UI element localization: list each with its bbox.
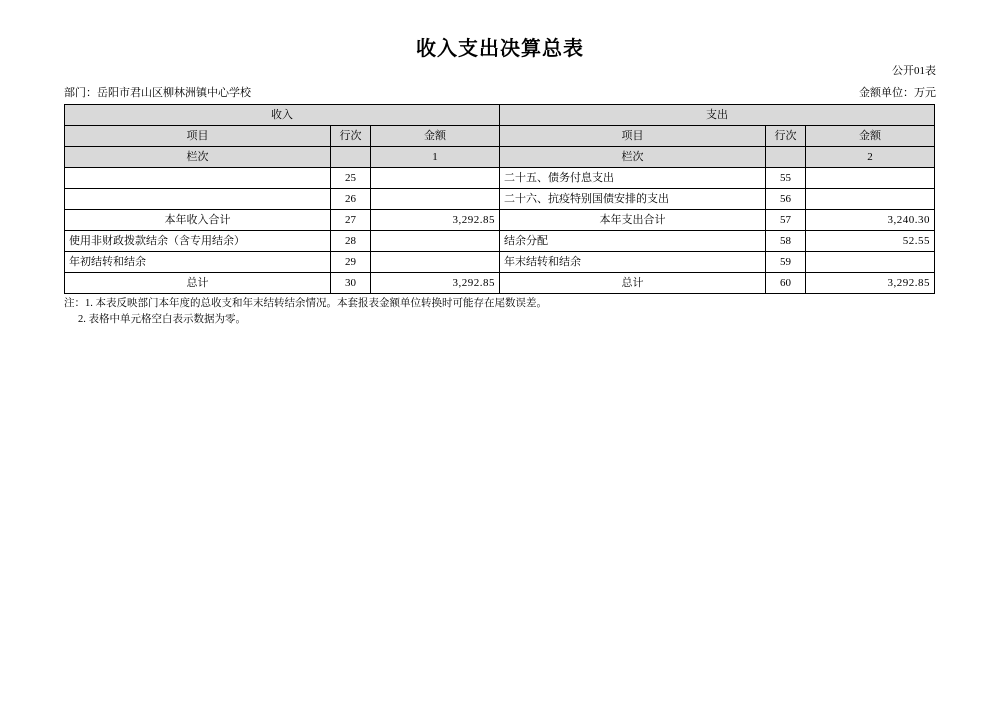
- note-line-1: 注：1. 本表反映部门本年度的总收支和年末结转结余情况。本套报表金额单位转换时可能存在尾数误差。: [64, 298, 547, 309]
- expenditure-line: 60: [766, 273, 806, 294]
- meta-row: [64, 84, 936, 100]
- income-item-header: 项目: [65, 126, 331, 147]
- income-amount: [371, 231, 500, 252]
- amount-unit-label: 金额单位：万元: [859, 87, 936, 99]
- expenditure-item: 结余分配: [500, 231, 766, 252]
- income-item: 年初结转和结余: [65, 252, 331, 273]
- expenditure-amount: 52.55: [806, 231, 935, 252]
- department-label: 部门：岳阳市君山区柳林洲镇中心学校: [64, 87, 251, 99]
- income-column-index: 1: [371, 147, 500, 168]
- income-amount: [371, 189, 500, 210]
- income-line-header: 行次: [331, 126, 371, 147]
- income-line: 26: [331, 189, 371, 210]
- expenditure-item: 二十五、债务付息支出: [500, 168, 766, 189]
- expenditure-line: 57: [766, 210, 806, 231]
- income-column-label-blank: [331, 147, 371, 168]
- expenditure-amount: [806, 252, 935, 273]
- expenditure-item: 年末结转和结余: [500, 252, 766, 273]
- expenditure-amount-header: 金额: [806, 126, 935, 147]
- table-group-header-row: [65, 105, 935, 126]
- page-title: 收入支出决算总表: [416, 38, 584, 60]
- table-row: [65, 168, 935, 189]
- expenditure-line: 56: [766, 189, 806, 210]
- income-line: 25: [331, 168, 371, 189]
- income-line: 29: [331, 252, 371, 273]
- income-item: [65, 168, 331, 189]
- expenditure-line-header: 行次: [766, 126, 806, 147]
- income-amount: [371, 168, 500, 189]
- expenditure-line: 58: [766, 231, 806, 252]
- income-item: 总计: [65, 273, 331, 294]
- expenditure-amount: [806, 168, 935, 189]
- income-amount: 3,292.85: [371, 273, 500, 294]
- expenditure-amount: [806, 189, 935, 210]
- table-column-header-row: [65, 126, 935, 147]
- expenditure-column-label: 栏次: [500, 147, 766, 168]
- income-column-label: 栏次: [65, 147, 331, 168]
- expenditure-amount: 3,292.85: [806, 273, 935, 294]
- table-row: [65, 231, 935, 252]
- form-code-label: 公开01表: [892, 65, 936, 77]
- income-line: 30: [331, 273, 371, 294]
- income-group-header: 收入: [65, 105, 500, 126]
- expenditure-item: 二十六、抗疫特别国债安排的支出: [500, 189, 766, 210]
- income-amount: 3,292.85: [371, 210, 500, 231]
- income-item: [65, 189, 331, 210]
- expenditure-item: 总计: [500, 273, 766, 294]
- expenditure-line: 55: [766, 168, 806, 189]
- income-item: 本年收入合计: [65, 210, 331, 231]
- table-row: [65, 210, 935, 231]
- table-row: [65, 252, 935, 273]
- table-notes: [64, 296, 944, 328]
- expenditure-group-header: 支出: [500, 105, 935, 126]
- expenditure-amount: 3,240.30: [806, 210, 935, 231]
- income-line: 27: [331, 210, 371, 231]
- expenditure-line: 59: [766, 252, 806, 273]
- expenditure-column-index: 2: [806, 147, 935, 168]
- table-column-index-row: [65, 147, 935, 168]
- note-line-2: 2. 表格中单元格空白表示数据为零。: [78, 314, 246, 325]
- expenditure-item-header: 项目: [500, 126, 766, 147]
- table-row: [65, 189, 935, 210]
- budget-summary-table: [64, 104, 935, 294]
- expenditure-item: 本年支出合计: [500, 210, 766, 231]
- table-row: [65, 273, 935, 294]
- income-amount-header: 金额: [371, 126, 500, 147]
- expenditure-column-label-blank: [766, 147, 806, 168]
- income-line: 28: [331, 231, 371, 252]
- income-item: 使用非财政拨款结余（含专用结余）: [65, 231, 331, 252]
- income-amount: [371, 252, 500, 273]
